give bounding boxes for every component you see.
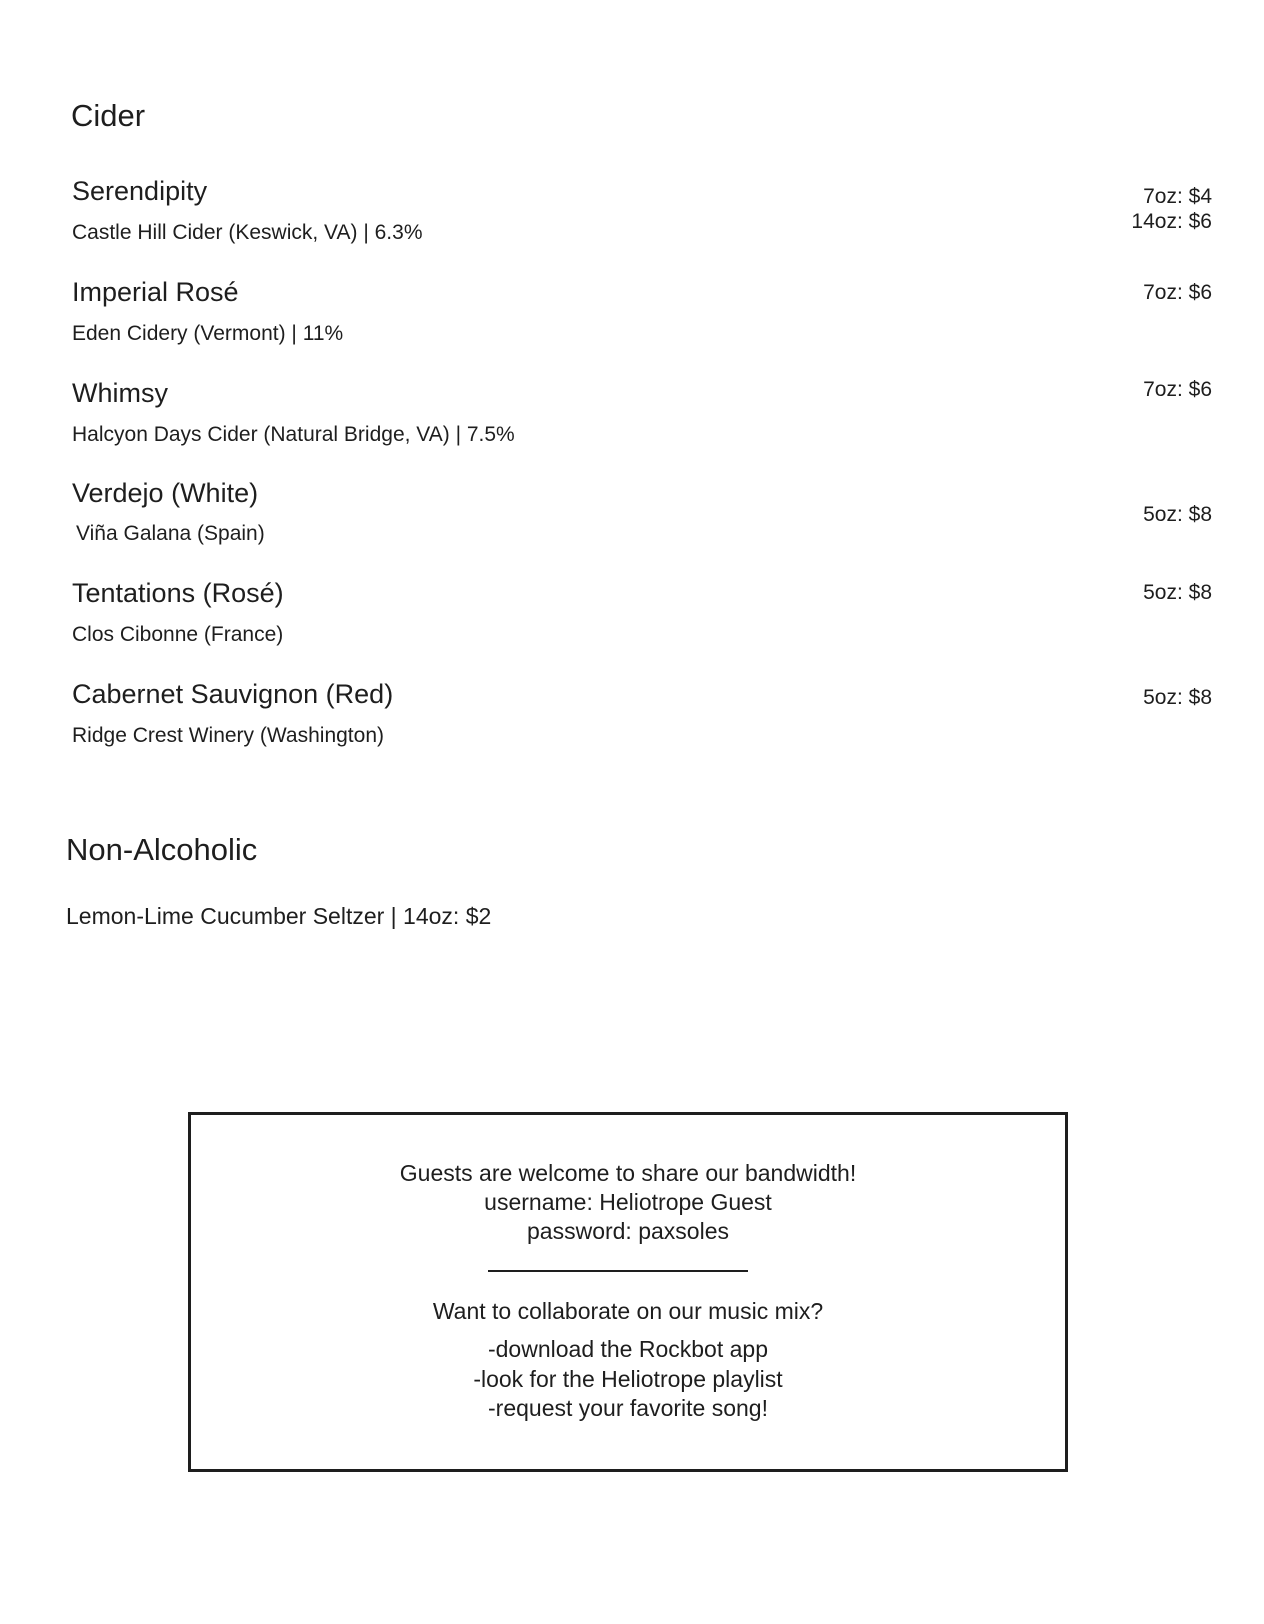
music-step: -request your favorite song! bbox=[488, 1395, 768, 1421]
menu-item-price: 5oz: $8 bbox=[1143, 503, 1212, 526]
non-alcoholic-item: Lemon-Lime Cucumber Seltzer | 14oz: $2 bbox=[66, 903, 492, 929]
music-step: -download the Rockbot app bbox=[487, 1336, 769, 1362]
wifi-password: password: paxsoles bbox=[527, 1218, 729, 1244]
cider-section-title: Cider bbox=[71, 98, 146, 133]
section-divider bbox=[488, 1270, 748, 1272]
menu-item-detail: Eden Cidery (Vermont) | 11% bbox=[72, 322, 344, 345]
menu-item-name: Imperial Rosé bbox=[72, 277, 239, 307]
menu-item-detail: Castle Hill Cider (Keswick, VA) | 6.3% bbox=[72, 221, 423, 244]
menu-item-detail: Viña Galana (Spain) bbox=[76, 522, 265, 545]
menu-item-name: Tentations (Rosé) bbox=[72, 578, 284, 608]
info-box bbox=[188, 1112, 1068, 1472]
wifi-username: username: Heliotrope Guest bbox=[484, 1189, 772, 1215]
music-heading: Want to collaborate on our music mix? bbox=[432, 1298, 824, 1324]
menu-item-price: 5oz: $8 bbox=[1143, 581, 1212, 604]
menu-item-name: Verdejo (White) bbox=[72, 478, 259, 508]
menu-item-name: Cabernet Sauvignon (Red) bbox=[72, 679, 394, 709]
menu-item-detail: Clos Cibonne (France) bbox=[72, 623, 284, 646]
menu-item-price: 7oz: $6 bbox=[1143, 281, 1212, 304]
menu-item-price: 5oz: $8 bbox=[1143, 686, 1212, 709]
music-step: -look for the Heliotrope playlist bbox=[473, 1366, 783, 1392]
menu-item-name: Serendipity bbox=[72, 176, 208, 206]
menu-item-price: 7oz: $4 bbox=[1143, 185, 1212, 208]
menu-item-name: Whimsy bbox=[72, 378, 168, 408]
menu-item-price: 14oz: $6 bbox=[1131, 210, 1212, 233]
menu-item-detail: Ridge Crest Winery (Washington) bbox=[72, 724, 384, 747]
menu-item-detail: Halcyon Days Cider (Natural Bridge, VA) | 7.5% bbox=[72, 423, 515, 446]
non-alcoholic-section-title: Non-Alcoholic bbox=[66, 832, 258, 867]
wifi-heading: Guests are welcome to share our bandwidth! bbox=[399, 1160, 857, 1186]
menu-item-price: 7oz: $6 bbox=[1143, 378, 1212, 401]
